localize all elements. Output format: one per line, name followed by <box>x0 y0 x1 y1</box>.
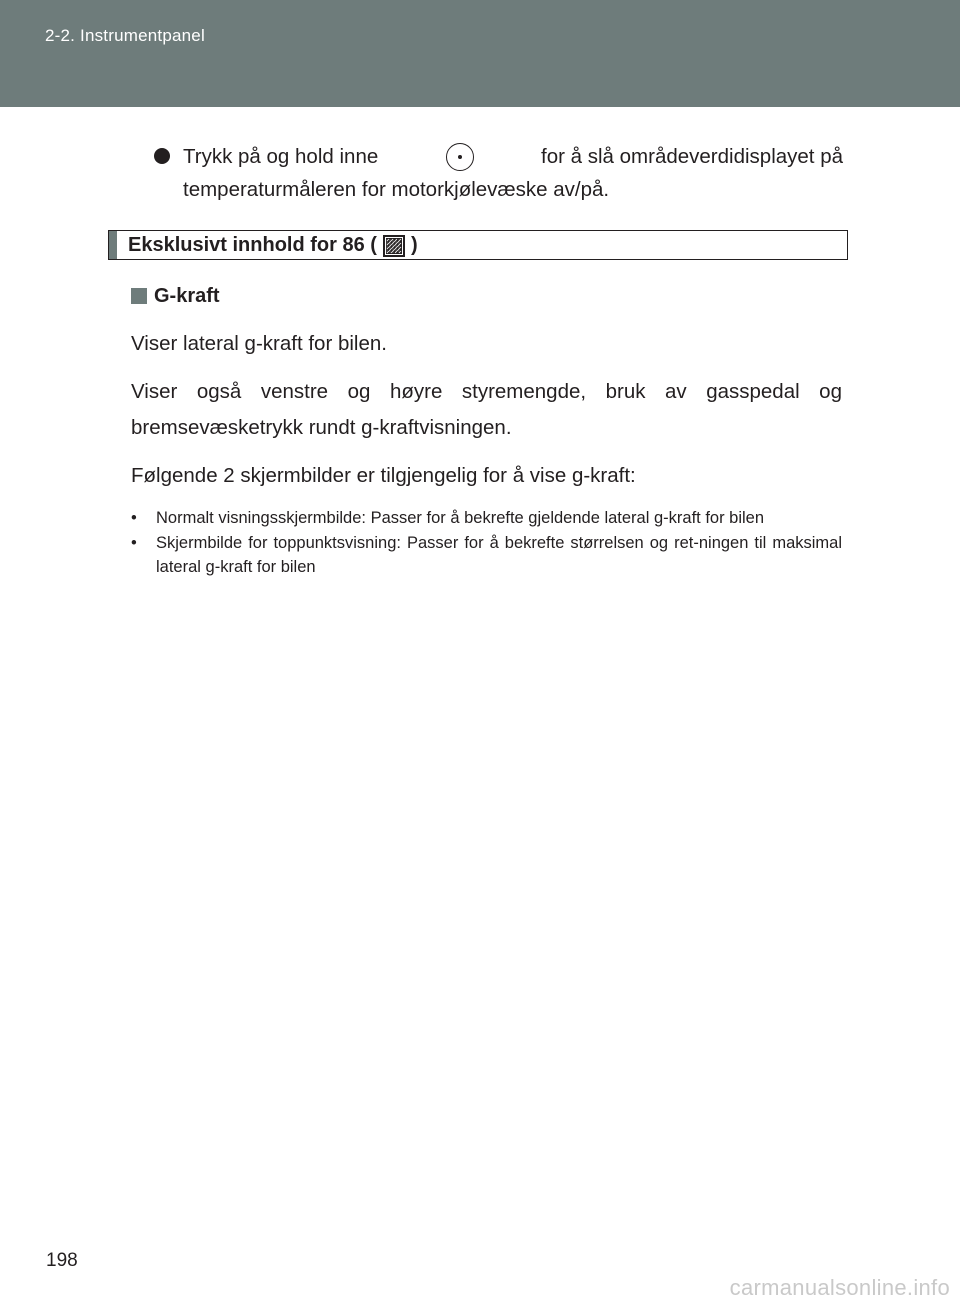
bullet-line-2: temperaturmåleren for motorkjølevæske av/på. <box>183 178 610 201</box>
list-item <box>131 506 842 530</box>
header-band <box>0 0 960 107</box>
subsection-title: G-kraft <box>154 284 220 307</box>
paragraph: Viser lateral g-kraft for bilen. <box>131 332 387 355</box>
bullet-instruction <box>157 140 843 206</box>
bullet-text-part2: for å slå områdeverdidisplayet på <box>541 145 843 168</box>
section-heading-box <box>108 230 848 260</box>
paragraph: Viser også venstre og høyre styremengde, bruk av gasspedal og bremsevæsketrykk rundt g-kraftvisningen. <box>131 380 842 439</box>
section-heading-bar <box>109 231 117 259</box>
bullet-list <box>131 506 842 579</box>
paragraph: Følgende 2 skjermbilder er tilgjengelig for å vise g-kraft: <box>131 464 636 487</box>
section-heading-suffix: ) <box>410 234 418 256</box>
subsection-heading <box>131 282 842 310</box>
bullet-line-1 <box>183 140 843 173</box>
trip-knob-icon <box>446 143 474 171</box>
list-item <box>131 531 842 579</box>
watermark: carmanualsonline.info <box>729 1275 950 1300</box>
bullet-text-part1: Trykk på og hold inne <box>183 145 379 168</box>
section-heading-prefix: Eksklusivt innhold for 86 ( <box>128 234 377 256</box>
section-heading <box>128 234 418 257</box>
square-marker-icon <box>131 288 147 304</box>
list-item-text: Normalt visningsskjermbilde: Passer for å bekrefte gjeldende lateral g-kraft for bilen <box>156 509 765 527</box>
section-breadcrumb: 2-2. Instrumentpanel <box>45 26 205 45</box>
list-bullet: • <box>131 509 137 527</box>
list-item-text: Skjermbilde for toppunktsvisning: Passer for å bekrefte størrelsen og ret-ningen til maksimal lateral g-kraft for bilen <box>156 534 842 576</box>
list-bullet: • <box>131 534 137 552</box>
bullet-dot-icon <box>154 148 170 164</box>
page-number: 198 <box>46 1250 78 1271</box>
model-86-icon <box>383 235 405 257</box>
main-content <box>131 282 842 580</box>
